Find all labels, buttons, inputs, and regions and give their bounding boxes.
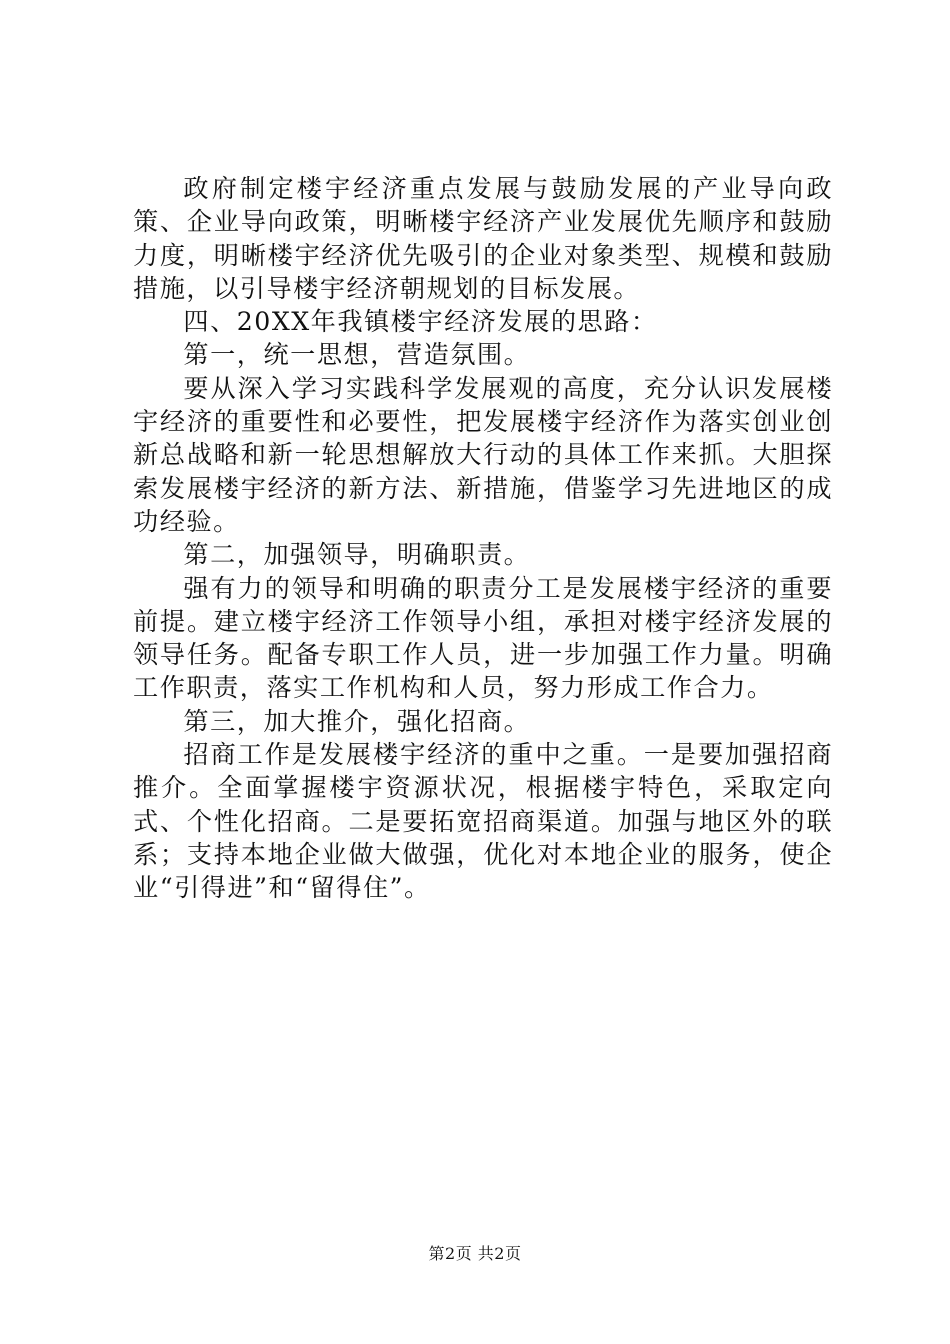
document-body <box>133 172 833 905</box>
point-heading-third: 第三，加大推介，强化招商。 <box>183 706 531 736</box>
paragraph-third-detail: 招商工作是发展楼宇经济的重中之重。一是要加强招商推介。全面掌握楼宇资源状况，根据楼宇特色，采取定向式、个性化招商。二是要拓宽招商渠道。加强与地区外的联系；支持本地企业做大做强，优化对本地企业的服务，使企业“引得进”和“留得住”。 <box>133 740 833 903</box>
paragraph-first-detail: 要从深入学习实践科学发展观的高度，充分认识发展楼宇经济的重要性和必要性，把发展楼宇经济作为落实创业创新总战略和新一轮思想解放大行动的具体工作来抓。大胆探索发展楼宇经济的新方法、新措施，借鉴学习先进地区的成功经验。 <box>133 373 833 536</box>
section-heading-ideas: 四、20XX年我镇楼宇经济发展的思路： <box>183 307 658 337</box>
page-number-footer: 第2页 共2页 <box>428 1244 522 1263</box>
point-heading-first: 第一，统一思想，营造氛围。 <box>183 340 531 370</box>
paragraph-second-detail: 强有力的领导和明确的职责分工是发展楼宇经济的重要前提。建立楼宇经济工作领导小组，承担对楼宇经济发展的领导任务。配备专职工作人员，进一步加强工作力量。明确工作职责，落实工作机构和人员，努力形成工作合力。 <box>133 573 833 703</box>
paragraph-policy: 政府制定楼宇经济重点发展与鼓励发展的产业导向政策、企业导向政策，明晰楼宇经济产业发展优先顺序和鼓励力度，明晰楼宇经济优先吸引的企业对象类型、规模和鼓励措施，以引导楼宇经济朝规划的目标发展。 <box>133 174 833 303</box>
point-heading-second: 第二，加强领导，明确职责。 <box>183 540 531 570</box>
